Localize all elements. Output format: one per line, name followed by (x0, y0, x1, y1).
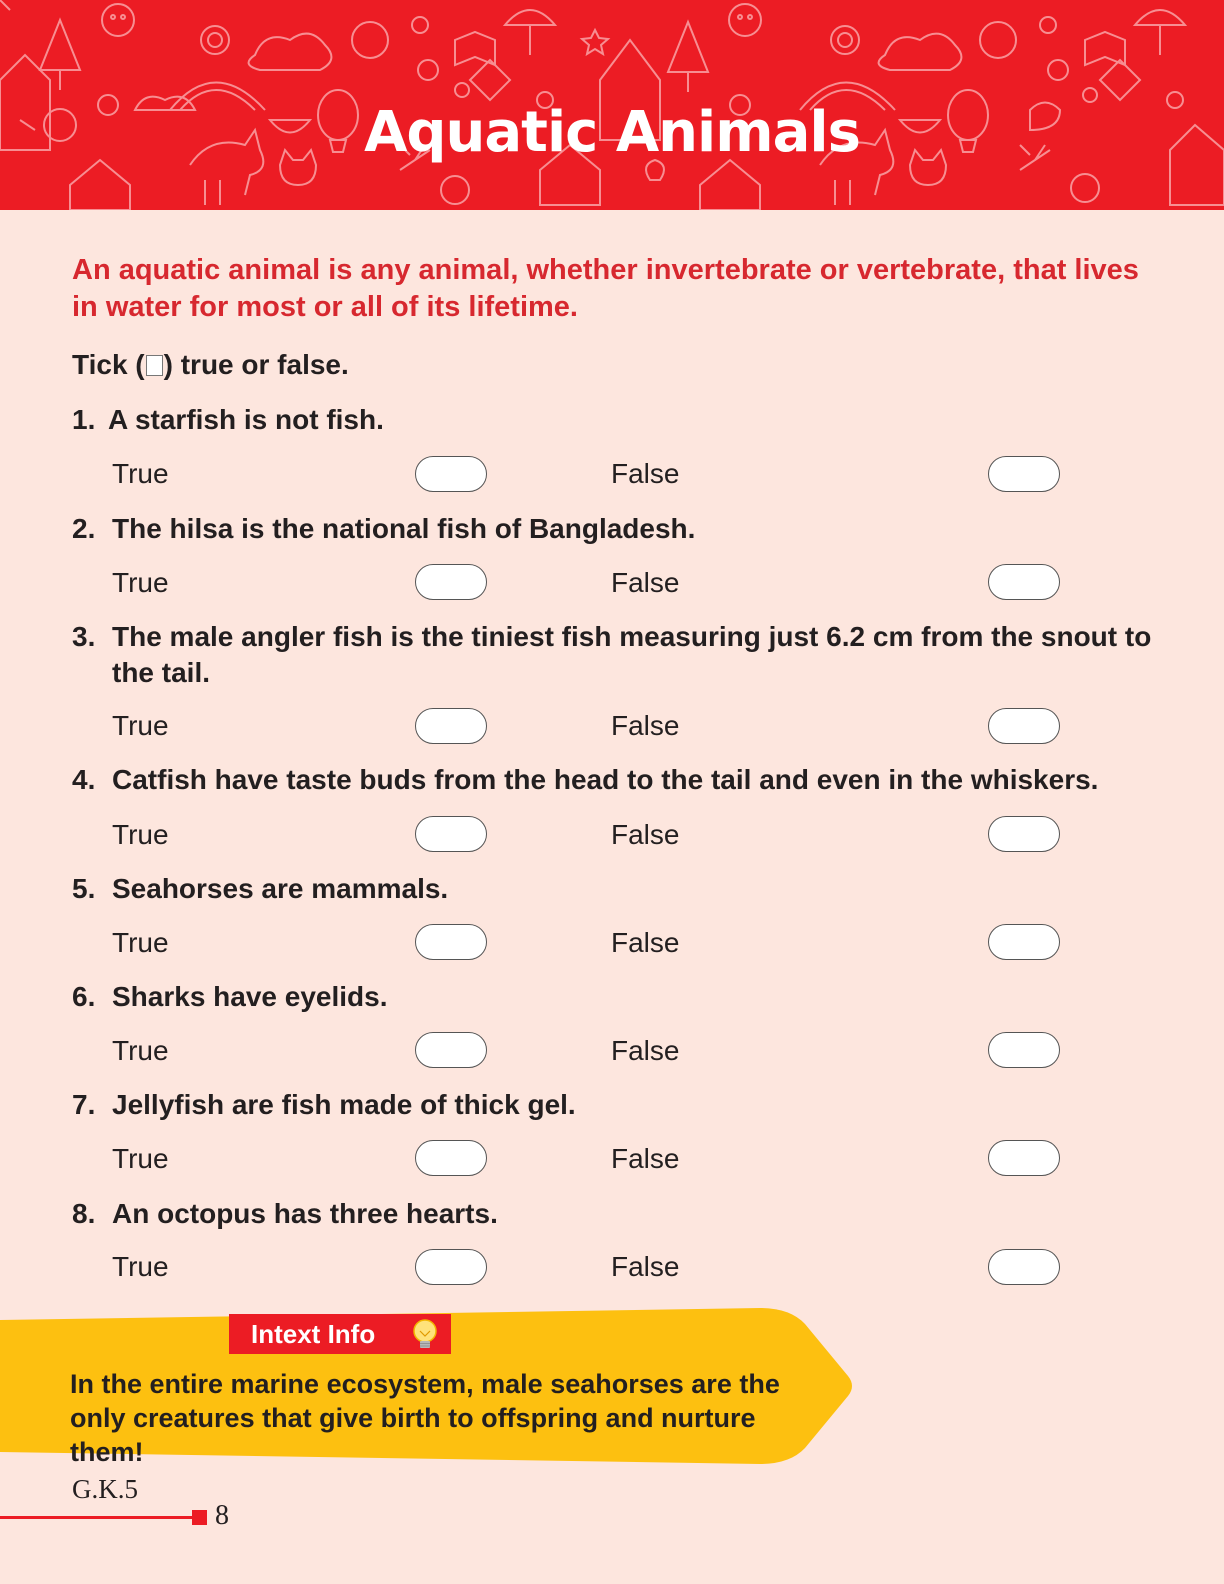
true-answer-box-8[interactable] (415, 1249, 487, 1285)
false-label: False (611, 819, 680, 850)
question-1 (72, 402, 1162, 438)
question-number: 3. (72, 621, 96, 652)
true-answer-box-6[interactable] (415, 1032, 487, 1068)
false-answer-box-7[interactable] (988, 1140, 1060, 1176)
false-label: False (611, 567, 680, 598)
question-number: 5. (72, 873, 96, 904)
question-2 (72, 511, 1162, 547)
page-number: 8 (215, 1500, 229, 1531)
false-label: False (611, 1035, 680, 1066)
true-label: True (112, 458, 169, 489)
instruction-before: Tick ( (72, 349, 145, 380)
footer-divider (0, 1516, 192, 1519)
question-text: Catfish have taste buds from the head to the tail and even in the whiskers. (112, 764, 1099, 795)
false-label: False (611, 927, 680, 958)
question-text: The male angler fish is the tiniest fish measuring just 6.2 cm from the snout to the tail. (112, 621, 1152, 688)
question-3 (72, 619, 1162, 691)
header-banner (0, 0, 1224, 210)
question-4 (72, 762, 1162, 798)
question-number: 6. (72, 981, 96, 1012)
false-label: False (611, 710, 680, 741)
true-label: True (112, 1251, 169, 1282)
false-answer-box-2[interactable] (988, 564, 1060, 600)
question-number: 2. (72, 513, 96, 544)
question-6 (72, 979, 1162, 1015)
question-text: An octopus has three hearts. (112, 1198, 498, 1229)
true-answer-box-3[interactable] (415, 708, 487, 744)
true-label: True (112, 819, 169, 850)
page-title: Aquatic Animals (364, 100, 860, 165)
lightbulb-icon (406, 1316, 444, 1354)
false-label: False (611, 458, 680, 489)
true-answer-box-1[interactable] (415, 456, 487, 492)
false-answer-box-1[interactable] (988, 456, 1060, 492)
question-5 (72, 871, 1162, 907)
intro-paragraph: An aquatic animal is any animal, whether invertebrate or vertebrate, that lives in water for most or all of its lifetime. (72, 254, 1139, 323)
true-answer-box-7[interactable] (415, 1140, 487, 1176)
true-label: True (112, 710, 169, 741)
question-number: 7. (72, 1089, 96, 1120)
false-answer-box-5[interactable] (988, 924, 1060, 960)
true-answer-box-4[interactable] (415, 816, 487, 852)
footer-marker (192, 1510, 207, 1525)
instruction (72, 349, 349, 381)
false-label: False (611, 1251, 680, 1282)
tick-icon (146, 355, 163, 376)
true-label: True (112, 927, 169, 958)
true-label: True (112, 1143, 169, 1174)
false-answer-box-8[interactable] (988, 1249, 1060, 1285)
true-label: True (112, 1035, 169, 1066)
question-number: 1. (72, 404, 96, 435)
question-text: The hilsa is the national fish of Bangladesh. (112, 513, 696, 544)
question-text: Seahorses are mammals. (112, 873, 449, 904)
question-8 (72, 1196, 1162, 1232)
false-answer-box-3[interactable] (988, 708, 1060, 744)
true-answer-box-5[interactable] (415, 924, 487, 960)
false-label: False (611, 1143, 680, 1174)
false-answer-box-4[interactable] (988, 816, 1060, 852)
question-text: A starfish is not fish. (108, 404, 384, 435)
question-number: 4. (72, 764, 96, 795)
question-number: 8. (72, 1198, 96, 1229)
true-label: True (112, 567, 169, 598)
question-7 (72, 1087, 1162, 1123)
instruction-after: ) true or false. (163, 349, 349, 380)
info-label: Intext Info (229, 1314, 451, 1354)
true-answer-box-2[interactable] (415, 564, 487, 600)
false-answer-box-6[interactable] (988, 1032, 1060, 1068)
info-text: In the entire marine ecosystem, male seahorses are the only creatures that give birth to offspring and nurture them! (70, 1369, 780, 1467)
question-text: Sharks have eyelids. (112, 981, 388, 1012)
book-label: G.K.5 (72, 1474, 138, 1504)
question-text: Jellyfish are fish made of thick gel. (112, 1089, 576, 1120)
